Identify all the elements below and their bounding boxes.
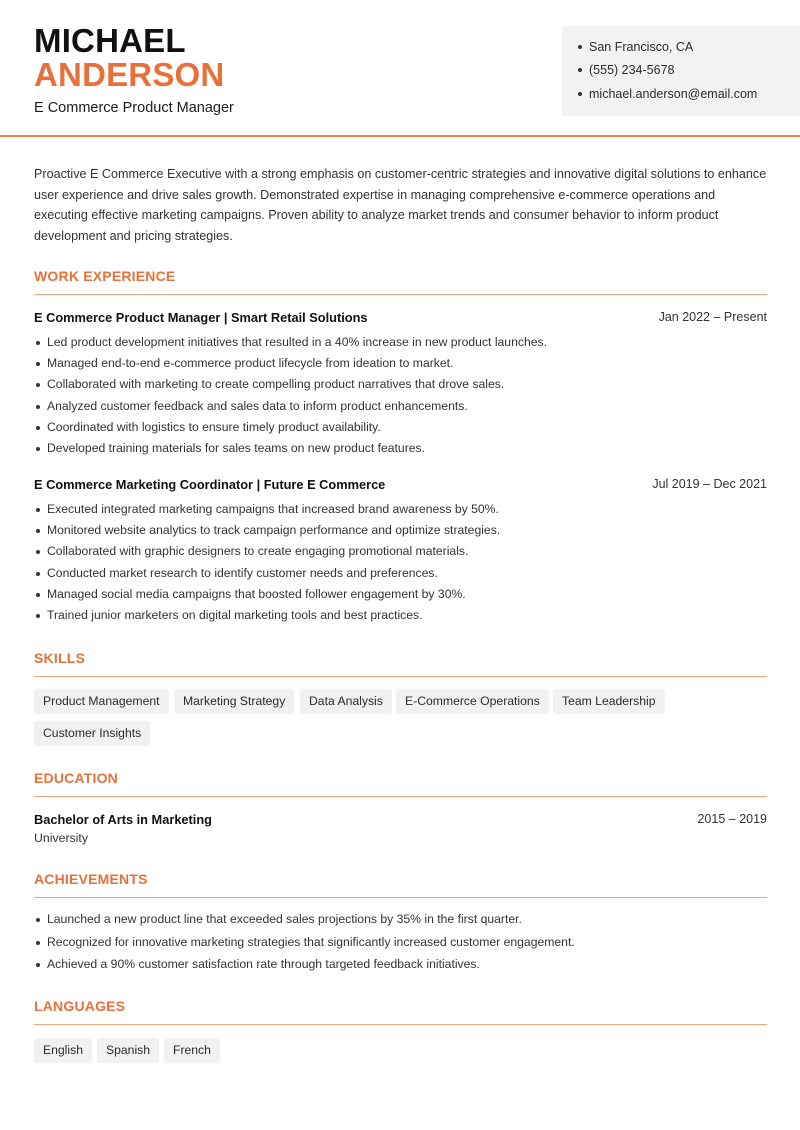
bullet-icon bbox=[578, 45, 582, 49]
achievement-bullets bbox=[34, 908, 769, 976]
section-divider bbox=[34, 897, 767, 898]
resume-header bbox=[0, 0, 800, 137]
professional-summary: Proactive E Commerce Executive with a strong emphasis on customer-centric strategies and innovative digital solutions to enhance user experience and drive sales growth. Demonstrated expertise in managing comprehensive e-commerce operations and executing effective marketing campaigns. Proven ability to analyze market trends and consumer behavior to inform product development and pricing strategies. bbox=[34, 167, 767, 244]
contact-phone bbox=[578, 62, 674, 78]
education-dates: 2015 – 2019 bbox=[697, 812, 767, 826]
first-name: MICHAEL bbox=[34, 22, 186, 59]
skill-chip: Marketing Strategy bbox=[174, 689, 294, 714]
job-role: E Commerce Product Manager | Smart Retail Solutions bbox=[34, 310, 368, 325]
list-item: Recognized for innovative marketing strategies that significantly increased customer engagement. bbox=[34, 931, 769, 954]
section-title-work: WORK EXPERIENCE bbox=[34, 268, 176, 284]
language-chip: French bbox=[164, 1038, 220, 1063]
skill-chip: Data Analysis bbox=[300, 689, 392, 714]
section-divider bbox=[34, 676, 767, 677]
list-item: Managed end-to-end e-commerce product lifecycle from ideation to market. bbox=[34, 353, 769, 374]
list-item: Achieved a 90% customer satisfaction rate through targeted feedback initiatives. bbox=[34, 953, 769, 976]
job-dates: Jan 2022 – Present bbox=[658, 310, 767, 324]
list-item: Collaborated with graphic designers to create engaging promotional materials. bbox=[34, 541, 769, 562]
job-dates: Jul 2019 – Dec 2021 bbox=[652, 477, 767, 491]
section-divider bbox=[34, 796, 767, 797]
bullet-icon bbox=[578, 92, 582, 96]
contact-location bbox=[578, 39, 693, 55]
list-item: Analyzed customer feedback and sales data to inform product enhancements. bbox=[34, 396, 769, 417]
email-text: michael.anderson@email.com bbox=[589, 87, 758, 101]
language-chip: English bbox=[34, 1038, 92, 1063]
skill-chip: Team Leadership bbox=[553, 689, 665, 714]
degree: Bachelor of Arts in Marketing bbox=[34, 812, 213, 827]
list-item: Collaborated with marketing to create compelling product narratives that drove sales. bbox=[34, 374, 769, 395]
contact-email bbox=[578, 86, 757, 102]
job-title: E Commerce Product Manager bbox=[34, 100, 234, 116]
list-item: Conducted market research to identify customer needs and preferences. bbox=[34, 563, 769, 584]
list-item: Monitored website analytics to track campaign performance and optimize strategies. bbox=[34, 520, 769, 541]
section-title-achievements: ACHIEVEMENTS bbox=[34, 871, 148, 887]
bullet-icon bbox=[578, 68, 582, 72]
section-title-languages: LANGUAGES bbox=[34, 998, 126, 1014]
job-bullets bbox=[34, 499, 769, 626]
language-chip: Spanish bbox=[97, 1038, 159, 1063]
job-role: E Commerce Marketing Coordinator | Future E Commerce bbox=[34, 477, 386, 492]
contact-box bbox=[562, 26, 800, 116]
location-text: San Francisco, CA bbox=[589, 40, 694, 54]
school: University bbox=[34, 831, 88, 845]
list-item: Led product development initiatives that resulted in a 40% increase in new product launches. bbox=[34, 332, 769, 353]
section-title-skills: SKILLS bbox=[34, 650, 85, 666]
phone-text: (555) 234-5678 bbox=[589, 63, 675, 77]
job-bullets bbox=[34, 332, 769, 459]
skill-chip: Product Management bbox=[34, 689, 169, 714]
list-item: Trained junior marketers on digital marketing tools and best practices. bbox=[34, 605, 769, 626]
section-divider bbox=[34, 294, 767, 295]
list-item: Executed integrated marketing campaigns that increased brand awareness by 50%. bbox=[34, 499, 769, 520]
list-item: Launched a new product line that exceeded sales projections by 35% in the first quarter. bbox=[34, 908, 769, 931]
skill-chip: E-Commerce Operations bbox=[396, 689, 549, 714]
list-item: Managed social media campaigns that boosted follower engagement by 30%. bbox=[34, 584, 769, 605]
skill-chip: Customer Insights bbox=[34, 721, 150, 746]
list-item: Coordinated with logistics to ensure timely product availability. bbox=[34, 417, 769, 438]
list-item: Developed training materials for sales teams on new product features. bbox=[34, 438, 769, 459]
section-title-education: EDUCATION bbox=[34, 770, 118, 786]
section-divider bbox=[34, 1024, 767, 1025]
last-name: ANDERSON bbox=[34, 56, 225, 93]
